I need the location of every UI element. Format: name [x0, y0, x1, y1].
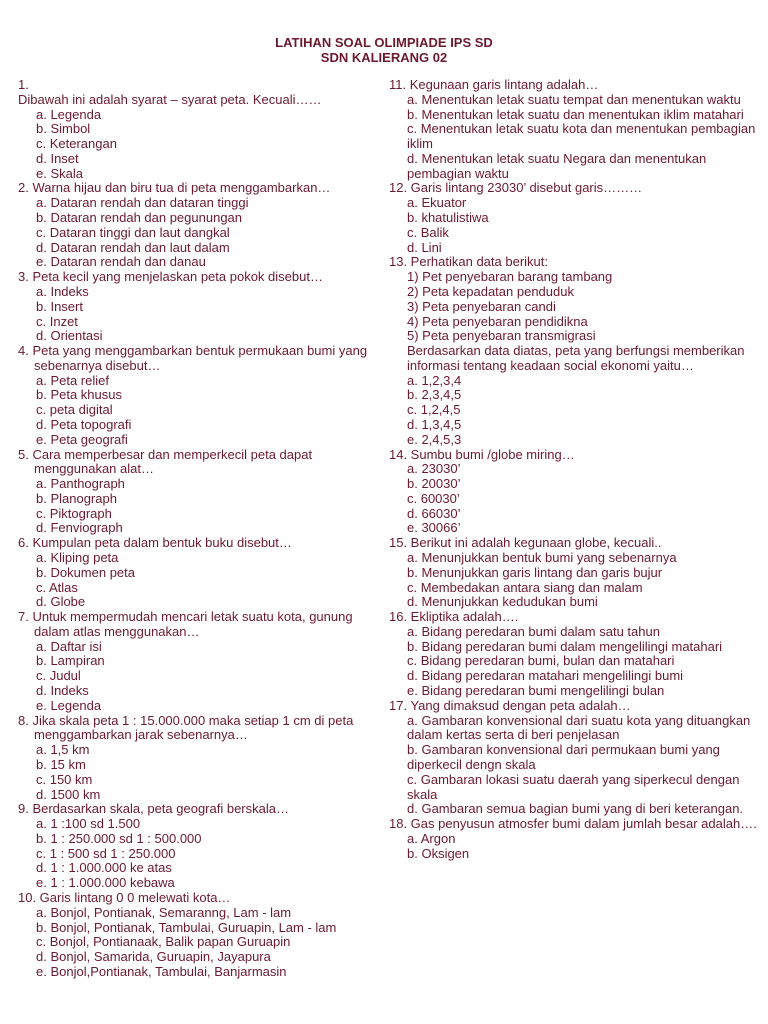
answer-option: d. Indeks — [36, 683, 89, 699]
answer-option: c. Bidang peredaran bumi, bulan dan matahari — [407, 653, 675, 669]
answer-option: c. Atlas — [36, 579, 78, 595]
answer-option: 5) Peta penyebaran transmigrasi — [407, 328, 596, 344]
answer-option: b. Lampiran — [36, 653, 105, 669]
answer-option: b. Oksigen — [407, 845, 470, 861]
answer-option: d. Peta topografi — [36, 416, 132, 432]
question-item — [18, 714, 370, 803]
question-text: 6. Kumpulan peta dalam bentuk buku disebut… — [18, 535, 292, 551]
answer-option: d. Lini — [407, 239, 442, 255]
answer-option: d. Bonjol, Samarida, Guruapin, Jayapura — [36, 949, 271, 965]
answer-option: b. Dokumen peta — [36, 564, 136, 580]
answer-option: d. Fenviograph — [36, 520, 123, 536]
answer-option: a. 23030’ — [407, 461, 461, 477]
question-item — [18, 78, 370, 181]
answer-option: c. Balik — [407, 224, 449, 240]
answer-option: e. 1 : 1.000.000 kebawa — [36, 875, 175, 891]
answer-option: b. 20030’ — [407, 476, 461, 492]
answer-option: c. Judul — [36, 668, 81, 684]
answer-option: 3) Peta penyebaran candi — [407, 298, 556, 314]
question-item — [389, 181, 759, 255]
question-item — [389, 699, 759, 817]
answer-option: c. 1,2,4,5 — [407, 402, 461, 418]
question-text: 16. Ekliptika adalah…. — [389, 609, 519, 625]
answer-option: e. 30066’ — [407, 520, 461, 536]
answer-option: c. Piktograph — [36, 505, 112, 521]
question-text: 2. Warna hijau dan biru tua di peta menggambarkan… — [18, 180, 331, 196]
answer-option: 1) Pet penyebaran barang tambang — [407, 269, 613, 285]
answer-option: e. 2,4,5,3 — [407, 431, 462, 447]
answer-option: b. khatulistiwa — [407, 210, 489, 226]
answer-option: a. 1,2,3,4 — [407, 372, 462, 388]
answer-option: d. Dataran rendah dan laut dalam — [36, 239, 230, 255]
answer-option: a. Peta relief — [36, 372, 109, 388]
answer-option: d. 66030’ — [407, 505, 461, 521]
question-text: Dibawah ini adalah syarat – syarat peta. Kecuali…… — [18, 91, 322, 107]
answer-option: 2) Peta kepadatan penduduk — [407, 283, 574, 299]
answer-option: b. Planograph — [36, 490, 117, 506]
question-item — [389, 536, 759, 610]
question-item — [389, 610, 759, 699]
question-item — [18, 344, 370, 447]
answer-option: d. 1500 km — [36, 786, 101, 802]
answer-option: a. Legenda — [36, 106, 102, 122]
answer-option: e. Peta geografi — [36, 431, 128, 447]
question-item — [18, 891, 370, 980]
answer-option: c. 150 km — [36, 771, 93, 787]
answer-option: a. 1 :100 sd 1.500 — [36, 816, 141, 832]
question-text: 15. Berikut ini adalah kegunaan globe, kecuali.. — [389, 535, 662, 551]
answer-option: b. Peta khusus — [36, 387, 122, 403]
answer-option: c. Inzet — [36, 313, 78, 329]
answer-option: c. Dataran tinggi dan laut dangkal — [36, 224, 230, 240]
answer-option: e. Bidang peredaran bumi mengelilingi bulan — [407, 683, 665, 699]
answer-option: b. 2,3,4,5 — [407, 387, 462, 403]
answer-option: d. Menentukan letak suatu Negara dan menentukan pembagian waktu — [407, 150, 707, 181]
question-item — [18, 536, 370, 610]
answer-option: a. Dataran rendah dan dataran tinggi — [36, 195, 249, 211]
left-column — [18, 78, 370, 980]
question-text: 14. Sumbu bumi /globe miring… — [389, 446, 575, 462]
answer-option: c. Menentukan letak suatu kota dan menentukan pembagian iklim — [407, 121, 756, 152]
question-item — [389, 78, 759, 181]
answer-option: b. Menentukan letak suatu dan menentukan iklim matahari — [407, 106, 744, 122]
answer-option: e. Skala — [36, 165, 83, 181]
answer-option: d. Orientasi — [36, 328, 103, 344]
answer-option: d. Globe — [36, 594, 86, 610]
answer-option: Berdasarkan data diatas, peta yang berfungsi memberikan informasi tentang keadaan social ekonomi yaitu… — [407, 343, 745, 373]
question-text: 7. Untuk mempermudah mencari letak suatu kota, gunung dalam atlas menggunakan… — [18, 609, 353, 639]
answer-option: b. Bidang peredaran bumi dalam mengelilingi matahari — [407, 638, 723, 654]
answer-option: e. Dataran rendah dan danau — [36, 254, 206, 270]
answer-option: c. 60030’ — [407, 490, 460, 506]
question-text: 8. Jika skala peta 1 : 15.000.000 maka setiap 1 cm di peta menggambarkan jarak sebenarnya… — [18, 712, 354, 743]
answer-option: b. Insert — [36, 298, 83, 314]
question-item — [389, 255, 759, 447]
question-text: 12. Garis lintang 23030’ disebut garis……… — [389, 180, 643, 196]
answer-option: a. Bidang peredaran bumi dalam satu tahun — [407, 623, 660, 639]
answer-option: c. peta digital — [36, 402, 113, 418]
question-item — [18, 610, 370, 713]
answer-option: a. Indeks — [36, 283, 89, 299]
answer-option: e. Bonjol,Pontianak, Tambulai, Banjarmasin — [36, 963, 287, 979]
question-text: 11. Kegunaan garis lintang adalah… — [389, 77, 599, 92]
answer-option: a. Ekuator — [407, 195, 467, 211]
answer-option: c. 1 : 500 sd 1 : 250.000 — [36, 845, 176, 861]
answer-option: a. Kliping peta — [36, 550, 119, 565]
answer-option: c. Bonjol, Pontianaak, Balik papan Guruapin — [36, 934, 291, 950]
answer-option: d. Menunjukkan kedudukan bumi — [407, 594, 598, 610]
answer-option: e. Legenda — [36, 697, 102, 713]
answer-option: c. Membedakan antara siang dan malam — [407, 579, 643, 595]
answer-option: 4) Peta penyebaran pendidikna — [407, 313, 588, 329]
answer-option: b. Simbol — [36, 121, 91, 137]
question-text: 10. Garis lintang 0 0 melewati kota… — [18, 889, 231, 905]
answer-option: a. Menunjukkan bentuk bumi yang sebenarnya — [407, 550, 677, 565]
question-item — [18, 802, 370, 891]
question-text: 3. Peta kecil yang menjelaskan peta pokok disebut… — [18, 269, 323, 285]
answer-option: b. Dataran rendah dan pegunungan — [36, 210, 243, 226]
answer-option: c. Keterangan — [36, 136, 117, 152]
question-item — [18, 181, 370, 270]
answer-option: a. 1,5 km — [36, 742, 90, 758]
question-text: 9. Berdasarkan skala, peta geografi berskala… — [18, 801, 289, 817]
school-name: SDN KALIERANG 02 — [320, 50, 448, 65]
answer-option: b. Menunjukkan garis lintang dan garis bujur — [407, 564, 663, 580]
question-item — [18, 270, 370, 344]
question-text: 17. Yang dimaksud dengan peta adalah… — [389, 697, 631, 713]
answer-option: b. Bonjol, Pontianak, Tambulai, Guruapin, Lam - lam — [36, 919, 337, 935]
answer-option: b. Gambaran konvensional dari permukaan bumi yang diperkecil dengn skala — [407, 742, 720, 772]
answer-option: a. Argon — [407, 830, 456, 846]
answer-option: a. Menentukan letak suatu tempat dan menentukan waktu — [407, 91, 741, 107]
answer-option: b. 1 : 250.000 sd 1 : 500.000 — [36, 830, 202, 846]
answer-option: d. 1,3,4,5 — [407, 416, 462, 432]
answer-option: d. Inset — [36, 150, 79, 166]
question-text: 18. Gas penyusun atmosfer bumi dalam jumlah besar adalah…. — [389, 816, 757, 832]
answer-option: a. Panthograph — [36, 476, 125, 492]
answer-option: c. Gambaran lokasi suatu daerah yang siperkecul dengan skala — [407, 771, 740, 802]
question-text: 4. Peta yang menggambarkan bentuk permukaan bumi yang sebenarnya disebut… — [18, 343, 368, 373]
question-item — [389, 448, 759, 537]
question-item — [18, 448, 370, 537]
answer-option: a. Daftar isi — [36, 638, 102, 654]
document-title: LATIHAN SOAL OLIMPIADE IPS SD — [275, 35, 493, 50]
answer-option: b. 15 km — [36, 756, 86, 772]
answer-option: d. 1 : 1.000.000 ke atas — [36, 860, 172, 876]
answer-option: d. Gambaran semua bagian bumi yang di beri keterangan. — [407, 801, 744, 817]
question-text: 13. Perhatikan data berikut: — [389, 254, 548, 270]
answer-option: d. Bidang peredaran matahari mengelilingi bumi — [407, 668, 684, 684]
question-item — [389, 817, 759, 861]
question-text: 5. Cara memperbesar dan memperkecil peta dapat menggunakan alat… — [18, 446, 313, 477]
right-column — [389, 78, 759, 861]
answer-option: a. Bonjol, Pontianak, Semaranng, Lam - lam — [36, 904, 292, 920]
question-number: 1. — [18, 77, 29, 92]
answer-option: a. Gambaran konvensional dari suatu kota yang dituangkan dalam kertas serta di beri penjelasan — [407, 712, 751, 743]
